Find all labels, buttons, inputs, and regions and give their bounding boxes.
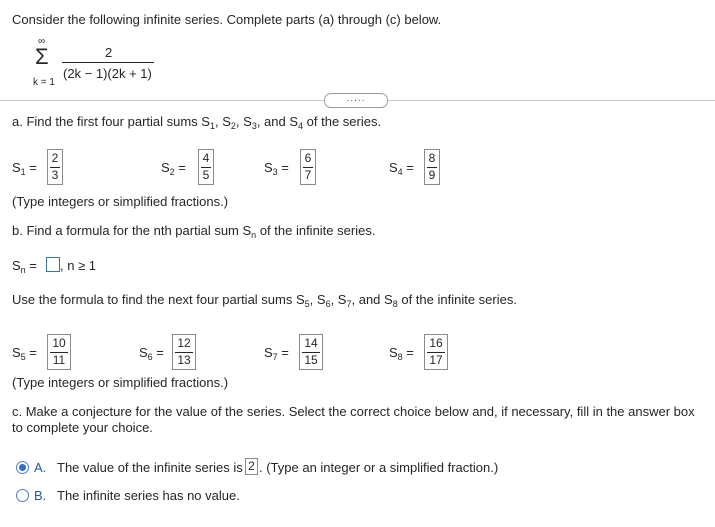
s3-denominator: 7 bbox=[304, 168, 312, 182]
s7-numerator: 14 bbox=[304, 336, 318, 350]
s4-denominator: 9 bbox=[428, 168, 436, 182]
part-a-question: a. Find the first four partial sums $S_1$, $S_2$, $S_3$, and $S_4$ of the series. bbox=[12, 114, 382, 131]
s7-denominator: 15 bbox=[304, 353, 318, 367]
s7-answer-box[interactable] bbox=[299, 334, 323, 370]
s2-answer-box[interactable] bbox=[198, 149, 214, 185]
choice-b-letter: B. bbox=[34, 488, 47, 503]
part-b-use-sub-6: 6 bbox=[325, 299, 331, 309]
s6-denominator: 13 bbox=[177, 353, 191, 367]
series-value-answer-box[interactable]: 2 bbox=[245, 458, 258, 475]
s5-answer-box[interactable] bbox=[47, 334, 71, 370]
s6-label: $S_6$ = bbox=[139, 345, 164, 362]
part-b-use-tail: of the infinite series. bbox=[401, 292, 517, 307]
part-b-use-text: Use the formula to find the next four partial sums S bbox=[12, 292, 305, 307]
choice-a-radio[interactable] bbox=[16, 461, 29, 474]
show-more-button[interactable]: ..... bbox=[324, 93, 388, 108]
s4-numerator: 8 bbox=[428, 151, 436, 165]
sn-condition: , n ≥ 1 bbox=[60, 258, 97, 273]
part-a-sub-4: 4 bbox=[298, 121, 304, 131]
part-b-use-formula: Use the formula to find the next four partial sums $S_5$, $S_6$, $S_7$, and $S_8$ of the infinite series. bbox=[12, 292, 517, 309]
choice-b-text: The infinite series has no value. bbox=[57, 488, 240, 503]
s8-denominator: 17 bbox=[429, 353, 443, 367]
sn-label: $S_n$ = bbox=[12, 258, 37, 275]
s2-denominator: 5 bbox=[202, 168, 210, 182]
part-a-sub-1: 1 bbox=[209, 121, 215, 131]
s1-denominator: 3 bbox=[51, 168, 59, 182]
series-upper-limit: ∞ bbox=[38, 36, 46, 47]
s3-answer-box[interactable] bbox=[300, 149, 316, 185]
part-b-use-sub-5: 5 bbox=[304, 299, 310, 309]
s8-numerator: 16 bbox=[429, 336, 443, 350]
s5-denominator: 11 bbox=[52, 353, 66, 367]
sn-formula-input[interactable] bbox=[46, 257, 60, 272]
part-a-hint: (Type integers or simplified fractions.) bbox=[12, 194, 229, 209]
s6-answer-box[interactable] bbox=[172, 334, 196, 370]
part-b-tail: of the infinite series. bbox=[259, 223, 376, 238]
s4-label: $S_4$ = bbox=[389, 160, 414, 177]
s8-answer-box[interactable] bbox=[424, 334, 448, 370]
s3-numerator: 6 bbox=[304, 151, 312, 165]
part-b-use-sub-8: 8 bbox=[392, 299, 398, 309]
part-c-question-line2: to complete your choice. bbox=[12, 420, 153, 435]
s1-numerator: 2 bbox=[51, 151, 59, 165]
s2-numerator: 4 bbox=[202, 151, 210, 165]
choice-a-letter: A. bbox=[34, 460, 47, 475]
series-fraction-bar bbox=[62, 62, 154, 63]
part-b-use-sub-7: 7 bbox=[346, 299, 352, 309]
s2-label: $S_2$ = bbox=[161, 160, 186, 177]
s5-label: $S_5$ = bbox=[12, 345, 37, 362]
part-b-question bbox=[12, 223, 375, 238]
part-a-sub-2: 2 bbox=[230, 121, 236, 131]
part-a-text: a. Find the first four partial sums S bbox=[12, 114, 210, 129]
s6-numerator: 12 bbox=[177, 336, 191, 350]
s1-label: $S_1$ = bbox=[12, 160, 37, 177]
question-prompt: Consider the following infinite series. Complete parts (a) through (c) below. bbox=[12, 12, 442, 27]
choice-a-hint: . (Type an integer or a simplified fraction.) bbox=[259, 460, 499, 475]
s7-label: $S_7$ = bbox=[264, 345, 289, 362]
series-lower-limit: k = 1 bbox=[33, 77, 55, 88]
s8-label: $S_8$ = bbox=[389, 345, 414, 362]
part-a-tail: of the series. bbox=[306, 114, 382, 129]
sigma-symbol: Σ bbox=[35, 44, 49, 69]
part-b-sub: n bbox=[251, 230, 257, 240]
part-a-sub-3: 3 bbox=[251, 121, 257, 131]
part-b-text: b. Find a formula for the nth partial sum S bbox=[12, 223, 252, 238]
part-b-hint: (Type integers or simplified fractions.) bbox=[12, 375, 229, 390]
choice-b-radio[interactable] bbox=[16, 489, 29, 502]
s4-answer-box[interactable] bbox=[424, 149, 440, 185]
series-numerator: 2 bbox=[105, 45, 113, 60]
choice-a-text: The value of the infinite series is bbox=[57, 460, 243, 475]
s5-numerator: 10 bbox=[52, 336, 66, 350]
s1-answer-box[interactable] bbox=[47, 149, 63, 185]
series-denominator: (2k − 1)(2k + 1) bbox=[63, 66, 152, 81]
part-c-question-line1: c. Make a conjecture for the value of the series. Select the correct choice below and, if necessary, fill in the answer box bbox=[12, 404, 695, 419]
s3-label: $S_3$ = bbox=[264, 160, 289, 177]
